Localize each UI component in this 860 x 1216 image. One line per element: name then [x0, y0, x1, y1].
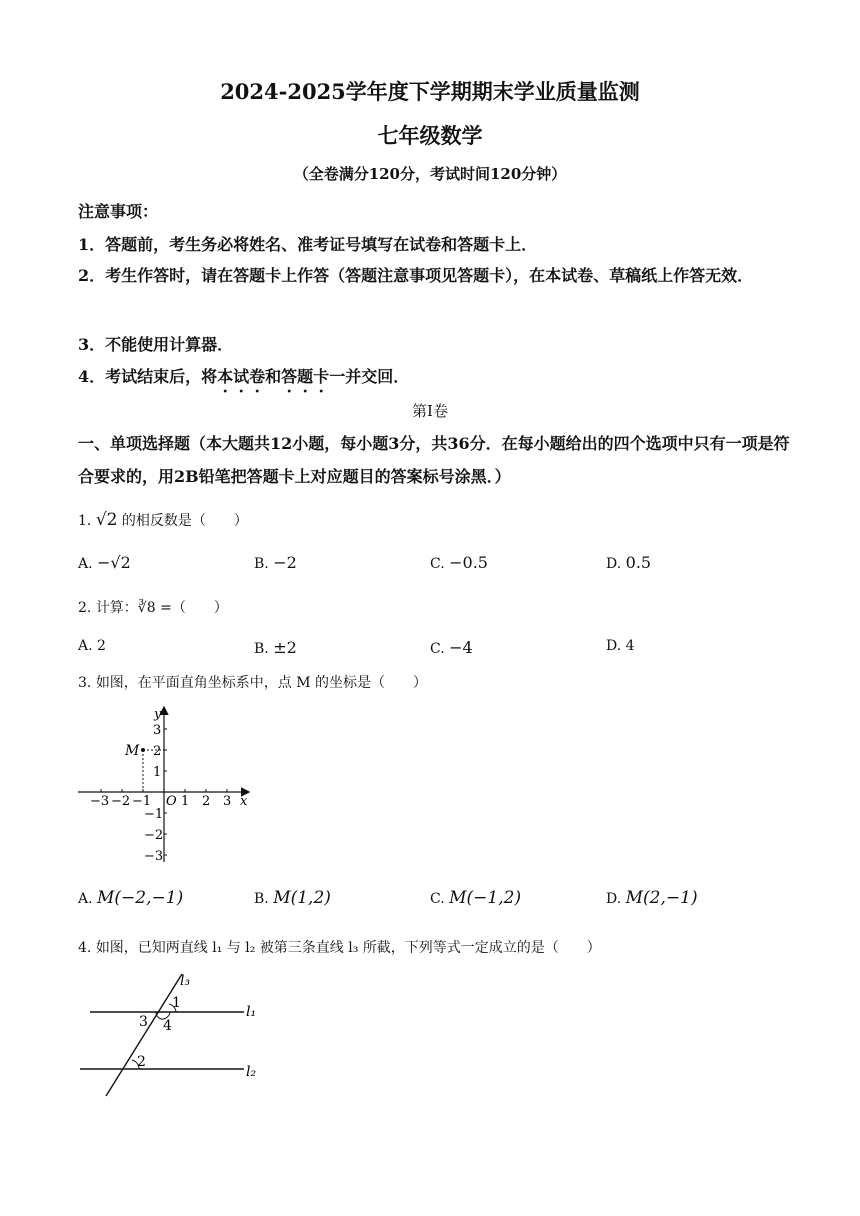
volume-title: 第Ⅰ卷 — [412, 402, 448, 420]
notice-item-4 — [78, 364, 409, 396]
label-l3: l₃ — [180, 973, 191, 989]
option-label: D. 4 — [606, 638, 635, 654]
y-tick-label: 3 — [153, 723, 162, 738]
question-4 — [78, 937, 601, 957]
notice-item-4-emph-2: 答题卡 — [281, 367, 330, 386]
point-m-label: M — [125, 743, 140, 759]
question-stem: 的相反数是（ ） — [121, 513, 248, 529]
option-value: M(−2,−1) — [97, 888, 184, 908]
question-number: 1. — [78, 513, 92, 529]
label-l1: l₁ — [246, 1004, 257, 1020]
notice-item-4-mid: 和 — [265, 367, 282, 386]
notice-item-4-post: 一并交回． — [329, 367, 410, 386]
question-number: 4. — [78, 940, 92, 956]
notice-item-4-emph-1: 本试卷 — [217, 367, 266, 386]
q3-option-d[interactable] — [606, 888, 698, 908]
q2-option-c[interactable] — [430, 638, 473, 657]
option-label: A. 2 — [78, 638, 106, 654]
parallel-lines-figure — [76, 968, 276, 1100]
notice-item-1: 1．答题前，考生务必将姓名、准考证号填写在试卷和答题卡上． — [78, 235, 538, 254]
option-label: B. — [254, 891, 269, 907]
option-value: M(1,2) — [273, 888, 331, 908]
option-label: C. — [430, 641, 445, 657]
option-value: M(−1,2) — [449, 888, 522, 908]
point-m — [141, 748, 145, 752]
notice-heading: 注意事项： — [78, 202, 159, 221]
option-label: D. — [606, 556, 622, 572]
option-label: B. — [254, 556, 269, 572]
question-stem: 如图，已知两直线 l₁ 与 l₂ 被第三条直线 l₃ 所截，下列等式一定成立的是（ ） — [95, 940, 601, 956]
sqrt-expression: √2 — [95, 510, 118, 530]
y-tick-label: −3 — [144, 849, 164, 864]
option-value: −2 — [273, 553, 297, 572]
q3-option-b[interactable] — [254, 888, 331, 908]
coordinate-figure — [76, 704, 256, 866]
question-number: 2. — [78, 600, 92, 616]
x-tick-label: 2 — [202, 794, 211, 809]
angle-label-3: 3 — [139, 1014, 148, 1030]
y-tick-label: −2 — [144, 828, 164, 843]
option-value: M(2,−1) — [625, 888, 698, 908]
q3-option-c[interactable] — [430, 888, 521, 908]
notice-item-2: 2．考生作答时，请在答题卡上作答（答题注意事项见答题卡），在本试卷、草稿纸上作答无效． — [78, 266, 754, 285]
exam-grade: 七年级数学 — [377, 123, 483, 148]
option-value: −√2 — [97, 553, 131, 572]
q2-option-a[interactable] — [78, 638, 106, 654]
x-tick-label: −3 — [90, 794, 110, 809]
q1-option-d[interactable] — [606, 553, 651, 572]
q2-option-b[interactable] — [254, 638, 297, 657]
line-l3 — [106, 974, 182, 1096]
q1-option-a[interactable] — [78, 553, 131, 572]
question-stem: 计算：∛8 =（ ） — [95, 600, 228, 616]
x-tick-label: −2 — [111, 794, 131, 809]
x-tick-label: 1 — [181, 794, 190, 809]
origin-label: O — [166, 794, 177, 809]
option-label: C. — [430, 891, 445, 907]
q1-option-b[interactable] — [254, 553, 297, 572]
question-stem: 如图，在平面直角坐标系中，点 M 的坐标是（ ） — [95, 675, 428, 691]
angle-label-2: 2 — [137, 1054, 146, 1070]
option-label: D. — [606, 891, 622, 907]
question-1 — [78, 510, 248, 530]
y-axis-label: y — [154, 707, 162, 722]
q1-option-c[interactable] — [430, 553, 488, 572]
y-tick-label: −1 — [144, 807, 164, 822]
option-value: −4 — [449, 638, 473, 657]
x-tick-label: 3 — [223, 794, 232, 809]
notice-item-3: 3．不能使用计算器． — [78, 335, 234, 354]
option-label: B. — [254, 641, 269, 657]
question-3 — [78, 672, 427, 692]
section-instruction: 一、单项选择题（本大题共12小题，每小题3分，共36分．在每小题给出的四个选项中只有一项是符合要求的，用2B铅笔把答题卡上对应题目的答案标号涂黑．） — [78, 434, 790, 486]
exam-meta: （全卷满分120分，考试时间120分钟） — [293, 165, 567, 183]
angle-label-1: 1 — [172, 995, 181, 1011]
q3-option-a[interactable] — [78, 888, 183, 908]
option-label: A. — [78, 891, 93, 907]
option-value: ±2 — [273, 638, 297, 657]
option-label: C. — [430, 556, 445, 572]
notice-item-4-pre: 4．考试结束后，将 — [78, 367, 218, 386]
y-tick-label: 2 — [153, 744, 162, 759]
angle-label-4: 4 — [163, 1018, 172, 1034]
option-value: −0.5 — [449, 553, 488, 572]
question-2 — [78, 597, 228, 617]
x-axis-label: x — [240, 794, 248, 809]
exam-title: 2024-2025学年度下学期期末学业质量监测 — [220, 79, 640, 104]
question-number: 3. — [78, 675, 92, 691]
option-value: 0.5 — [625, 553, 652, 572]
label-l2: l₂ — [246, 1064, 257, 1080]
x-tick-label: −1 — [132, 794, 152, 809]
option-label: A. — [78, 556, 93, 572]
y-tick-label: 1 — [153, 765, 162, 780]
q2-option-d[interactable] — [606, 638, 635, 654]
